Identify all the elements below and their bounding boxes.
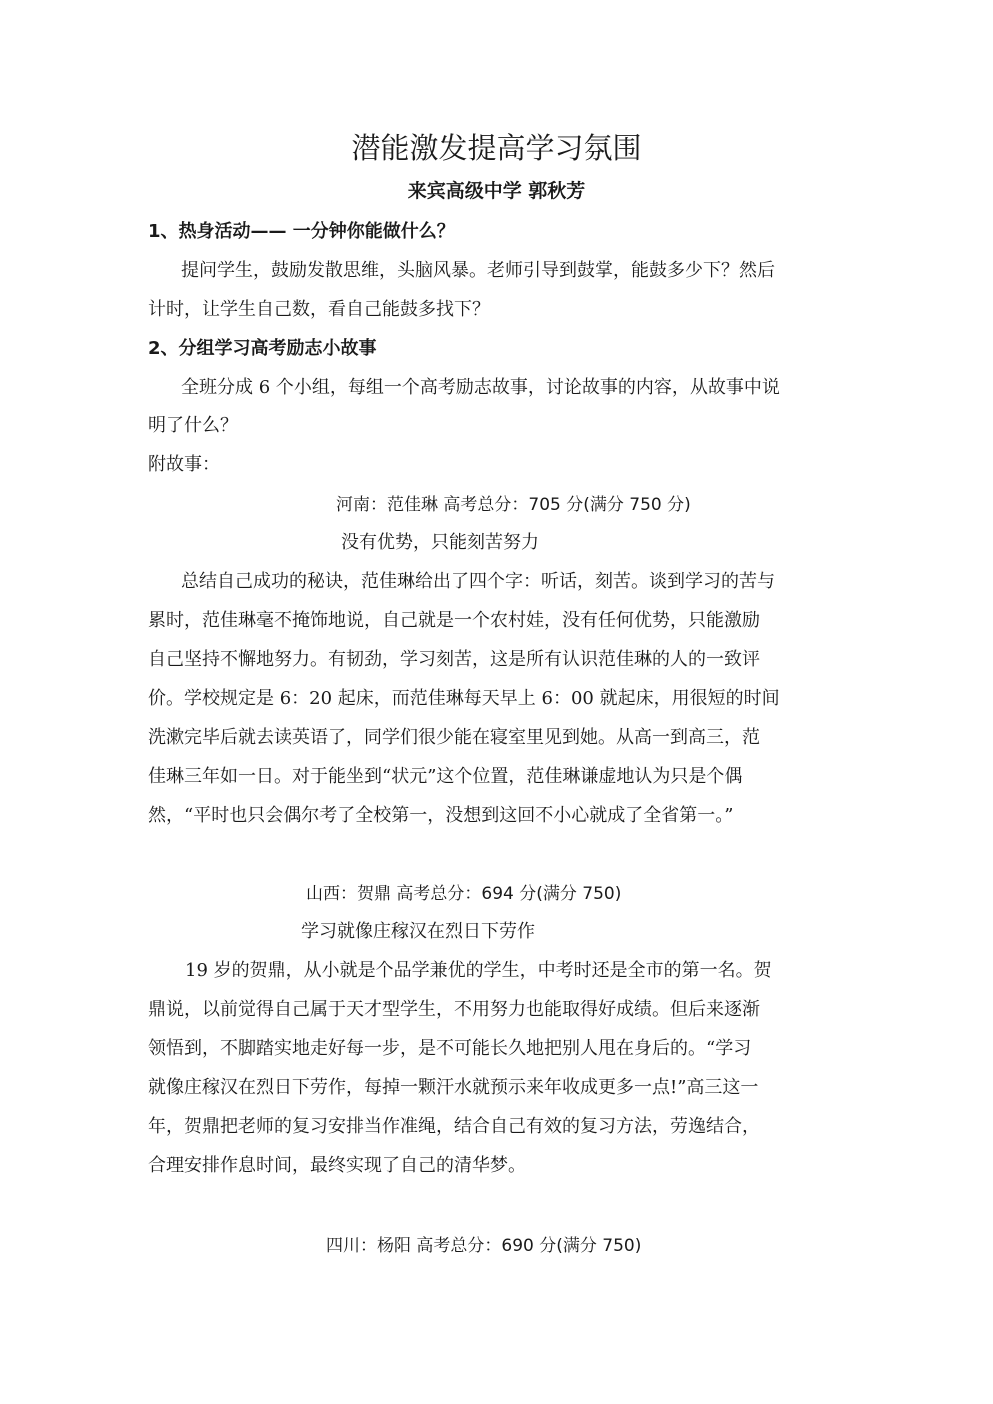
page-title: 潜能激发提高学习氛围 — [351, 131, 642, 165]
paragraph-line: 计时，让学生自己数，看自己能鼓多找下？ — [148, 299, 490, 320]
section-1-heading: 1、热身活动—— 一分钟你能做什么？ — [148, 221, 455, 242]
paragraph-line: 就像庄稼汉在烈日下劳作，每掉一颗汗水就预示来年收成更多一点!”高三这一 — [148, 1077, 759, 1098]
paragraph-line: 明了什么？ — [148, 415, 238, 436]
paragraph-line: 19 岁的贺鼎，从小就是个品学兼优的学生，中考时还是全市的第一名。贺 — [185, 960, 772, 981]
paragraph-line: 价。学校规定是 6：20 起床，而范佳琳每天早上 6：00 就起床，用很短的时间 — [148, 688, 780, 709]
paragraph-line: 佳琳三年如一日。对于能坐到“状元”这个位置，范佳琳谦虚地认为只是个偶 — [148, 766, 743, 787]
story-2-header: 山西：贺鼎 高考总分：694 分(满分 750) — [306, 884, 622, 904]
paragraph-line: 累时，范佳琳毫不掩饰地说，自己就是一个农村娃，没有任何优势，只能激励 — [148, 610, 760, 631]
author-line: 来宾高级中学 郭秋芳 — [407, 180, 586, 202]
story-2-subtitle: 学习就像庄稼汉在烈日下劳作 — [301, 921, 535, 942]
paragraph-line: 自己坚持不懈地努力。有韧劲，学习刻苦，这是所有认识范佳琳的人的一致评 — [148, 649, 760, 670]
paragraph-line: 提问学生，鼓励发散思维，头脑风暴。老师引导到鼓掌，能鼓多少下？然后 — [181, 260, 775, 281]
paragraph-line: 年，贺鼎把老师的复习安排当作准绳，结合自己有效的复习方法，劳逸结合， — [148, 1116, 760, 1137]
paragraph-line: 然，“平时也只会偶尔考了全校第一，没想到这回不小心就成了全省第一。” — [148, 805, 734, 826]
paragraph-line: 鼎说，以前觉得自己属于天才型学生，不用努力也能取得好成绩。但后来逐渐 — [148, 999, 760, 1020]
paragraph-line: 洗漱完毕后就去读英语了，同学们很少能在寝室里见到她。从高一到高三，范 — [148, 727, 760, 748]
paragraph-line: 领悟到，不脚踏实地走好每一步，是不可能长久地把别人甩在身后的。“学习 — [148, 1038, 752, 1059]
section-2-heading: 2、分组学习高考励志小故事 — [148, 338, 377, 359]
paragraph-line: 全班分成 6 个小组，每组一个高考励志故事，讨论故事的内容，从故事中说 — [181, 377, 780, 398]
paragraph-line: 总结自己成功的秘诀，范佳琳给出了四个字：听话，刻苦。谈到学习的苦与 — [181, 571, 775, 592]
attachment-label: 附故事： — [148, 454, 220, 475]
story-3-header: 四川：杨阳 高考总分：690 分(满分 750) — [326, 1236, 642, 1256]
story-1-header: 河南：范佳琳 高考总分：705 分(满分 750 分) — [336, 495, 691, 515]
paragraph-line: 合理安排作息时间，最终实现了自己的清华梦。 — [148, 1155, 526, 1176]
story-1-subtitle: 没有优势，只能刻苦努力 — [341, 532, 539, 553]
